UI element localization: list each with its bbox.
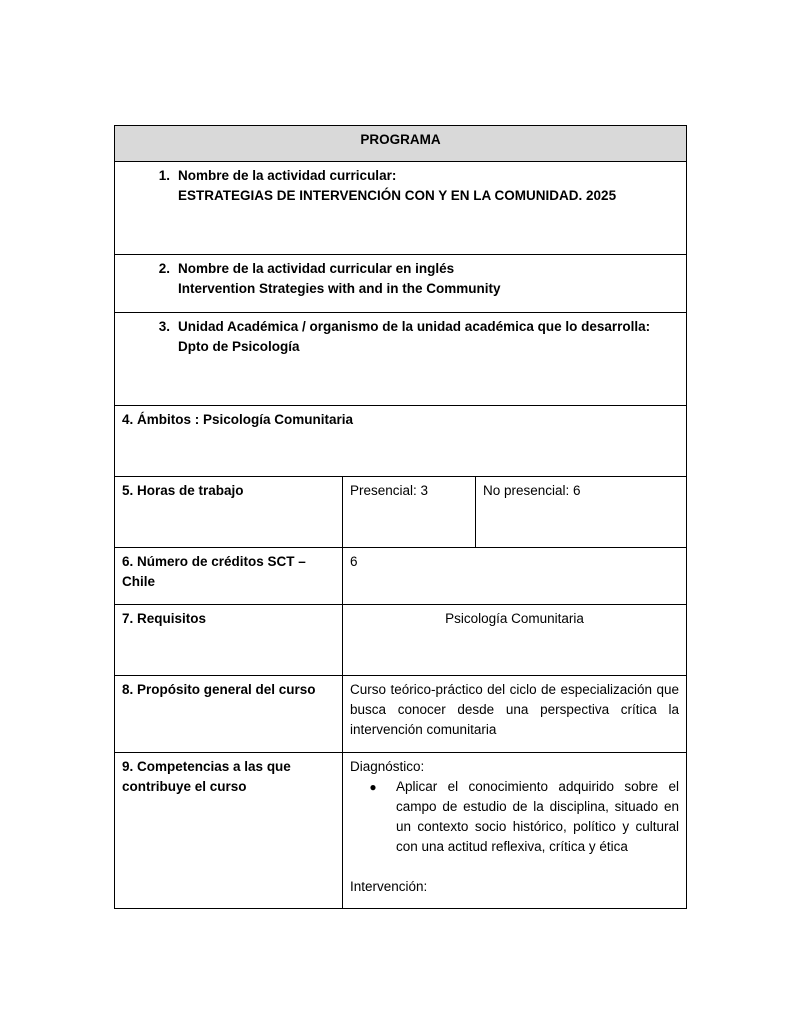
presencial-hours: Presencial: 3 (343, 477, 476, 548)
section-6-row (115, 548, 687, 605)
section-1-number: 1. (158, 168, 170, 183)
section-7-row (115, 605, 687, 676)
section-9-label: 9. Competencias a las que contribuye el curso (115, 753, 343, 909)
competency-item (350, 777, 679, 857)
diagnostic-heading: Diagnóstico: (350, 759, 425, 774)
program-header-row (115, 126, 687, 162)
section-7-label: 7. Requisitos (115, 605, 343, 676)
section-2-label: Nombre de la actividad curricular en inglés (178, 261, 455, 276)
section-2-cell (115, 255, 687, 313)
section-3-cell (115, 313, 687, 406)
section-1-value: ESTRATEGIAS DE INTERVENCIÓN CON Y EN LA COMUNIDAD. 2025 (178, 188, 617, 203)
section-4-row (115, 406, 687, 477)
section-5-row (115, 477, 687, 548)
program-title: PROGRAMA (115, 126, 687, 162)
section-3-row (115, 313, 687, 406)
section-3-label: Unidad Académica / organismo de la unidad académica que lo desarrolla: (178, 319, 651, 334)
section-4-label: 4. Ámbitos : Psicología Comunitaria (115, 406, 687, 477)
section-2-row (115, 255, 687, 313)
no-presencial-hours: No presencial: 6 (476, 477, 687, 548)
bullet-icon: ● (369, 780, 377, 794)
section-9-cell (343, 753, 687, 909)
competency-list (350, 777, 679, 857)
competency-text: Aplicar el conocimiento adquirido sobre el campo de estudio de la disciplina, situado en un contexto socio histórico, político y cultural con una actitud reflexiva, crítica y ética (396, 779, 679, 854)
section-8-label: 8. Propósito general del curso (115, 676, 343, 753)
section-2-value: Intervention Strategies with and in the Community (178, 281, 501, 296)
section-3-value: Dpto de Psicología (178, 339, 300, 354)
section-8-value: Curso teórico-práctico del ciclo de especialización que busca conocer desde una perspectiva crítica la intervención comunitaria (343, 676, 687, 753)
program-table (114, 125, 687, 909)
section-7-value: Psicología Comunitaria (343, 605, 687, 676)
section-1-cell (115, 162, 687, 255)
section-1-label: Nombre de la actividad curricular: (178, 168, 397, 183)
section-6-value: 6 (343, 548, 687, 605)
section-3-number: 3. (158, 319, 170, 334)
spacer (350, 857, 679, 877)
section-8-row (115, 676, 687, 753)
intervention-heading: Intervención: (350, 879, 428, 894)
section-1-row (115, 162, 687, 255)
section-5-label: 5. Horas de trabajo (115, 477, 343, 548)
section-9-row (115, 753, 687, 909)
section-2-number: 2. (158, 261, 170, 276)
section-6-label: 6. Número de créditos SCT – Chile (115, 548, 343, 605)
